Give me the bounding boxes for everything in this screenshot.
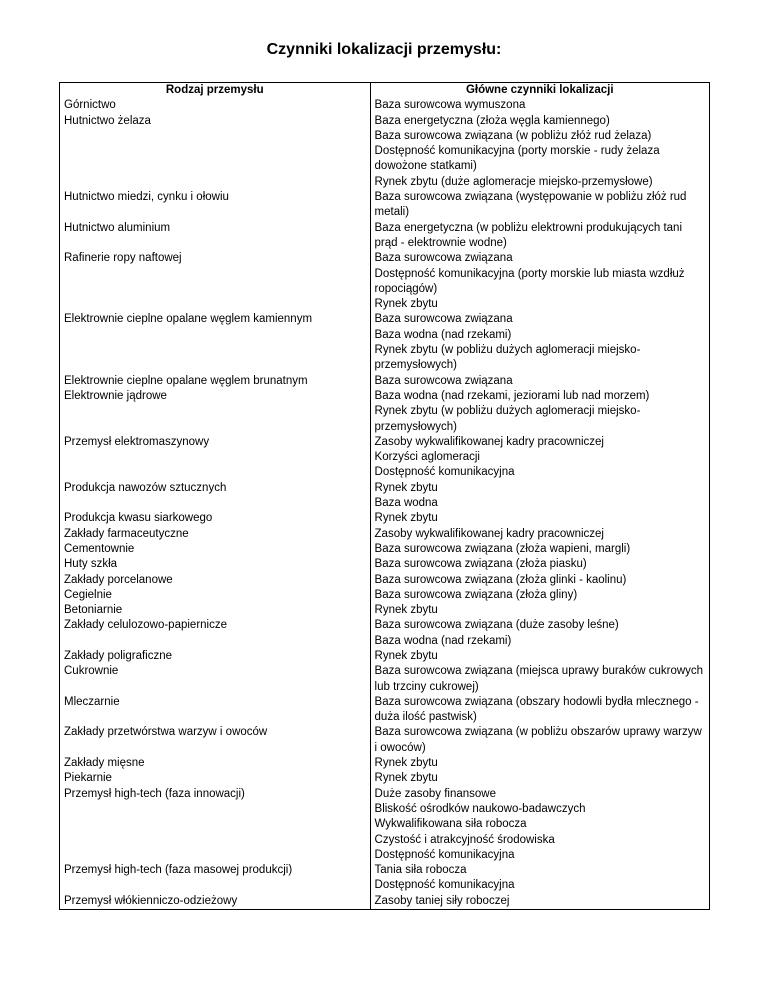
factor-item: Baza surowcowa związana (w pobliżu złóż rud żelaza)	[374, 129, 652, 142]
factors-cell	[370, 221, 709, 252]
factor-item: Rynek zbytu	[374, 649, 438, 662]
factor-item: Zasoby wykwalifikowanej kadry pracowniczej	[374, 527, 604, 540]
factors-cell	[370, 527, 709, 542]
industry-cell: Hutnictwo miedzi, cynku i ołowiu	[60, 190, 371, 221]
factors-cell	[370, 389, 709, 435]
factors-cell	[370, 114, 709, 190]
factors-cell	[370, 863, 709, 894]
factor-item: Baza wodna (nad rzekami)	[374, 634, 512, 647]
factor-item: Zasoby taniej siły roboczej	[374, 894, 510, 907]
table-body	[60, 98, 710, 909]
table-row	[60, 114, 710, 190]
industry-cell: Przemysł high-tech (faza masowej produkcji)	[60, 863, 371, 894]
industry-cell: Hutnictwo aluminium	[60, 221, 371, 252]
industry-cell: Zakłady przetwórstwa warzyw i owoców	[60, 725, 371, 756]
industry-cell: Cementownie	[60, 542, 371, 557]
industry-cell: Przemysł włókienniczo-odzieżowy	[60, 894, 371, 910]
factor-item: Baza energetyczna (w pobliżu elektrowni produkujących tani prąd - elektrownie wodne)	[374, 221, 683, 249]
factors-cell	[370, 664, 709, 695]
factor-item: Baza surowcowa związana (obszary hodowli bydła mlecznego - duża ilość pastwisk)	[374, 695, 699, 724]
factors-cell	[370, 894, 709, 910]
factors-cell	[370, 98, 709, 113]
table-row	[60, 573, 710, 588]
factor-item: Baza wodna (nad rzekami)	[374, 328, 512, 341]
factor-item: Rynek zbytu	[374, 604, 438, 617]
industry-cell: Huty szkła	[60, 557, 371, 572]
industry-cell: Górnictwo	[60, 98, 371, 113]
industry-cell: Przemysł high-tech (faza innowacji)	[60, 787, 371, 863]
table-row	[60, 649, 710, 664]
industry-cell: Betoniarnie	[60, 603, 371, 618]
factor-item: Baza surowcowa związana	[374, 313, 513, 326]
table-row	[60, 725, 710, 756]
table-row	[60, 435, 710, 481]
table-row	[60, 603, 710, 618]
industry-cell: Cukrownie	[60, 664, 371, 695]
industry-cell: Rafinerie ropy naftowej	[60, 251, 371, 312]
factors-cell	[370, 435, 709, 481]
factor-item: Baza surowcowa związana (złoża wapieni, margli)	[374, 542, 631, 555]
factors-cell	[370, 312, 709, 373]
factor-item: Rynek zbytu	[374, 512, 438, 525]
table-row	[60, 756, 710, 771]
factors-cell	[370, 787, 709, 863]
factor-item: Baza surowcowa związana (złoża piasku)	[374, 558, 587, 571]
factor-item: Baza energetyczna (złoża węgla kamiennego)	[374, 114, 610, 127]
factors-cell	[370, 573, 709, 588]
location-factors-table	[59, 82, 710, 910]
industry-cell: Elektrownie cieplne opalane węglem brunatnym	[60, 374, 371, 389]
factor-item: Rynek zbytu	[374, 481, 438, 494]
factor-item: Czystość i atrakcyjność środowiska	[374, 833, 555, 846]
table-row	[60, 863, 710, 894]
factor-item: Dostępność komunikacyjna	[374, 879, 515, 892]
table-row	[60, 312, 710, 373]
table-row	[60, 190, 710, 221]
factors-cell	[370, 251, 709, 312]
factors-cell	[370, 557, 709, 572]
factor-item: Baza surowcowa związana	[374, 252, 513, 265]
table-row	[60, 251, 710, 312]
table-header-row	[60, 83, 710, 99]
table-row	[60, 374, 710, 389]
factors-cell	[370, 771, 709, 786]
factor-item: Rynek zbytu	[374, 757, 438, 770]
factor-item: Zasoby wykwalifikowanej kadry pracowniczej	[374, 435, 604, 448]
factor-item: Dostępność komunikacyjna (porty morskie - rudy żelaza dowożone statkami)	[374, 145, 660, 173]
header-factors: Główne czynniki lokalizacji	[370, 83, 709, 99]
factor-item: Baza surowcowa wymuszona	[374, 99, 526, 112]
factor-item: Rynek zbytu	[374, 772, 438, 785]
factors-cell	[370, 588, 709, 603]
industry-cell: Cegielnie	[60, 588, 371, 603]
header-industry: Rodzaj przemysłu	[60, 83, 371, 99]
factor-item: Bliskość ośrodków naukowo-badawczych	[374, 802, 586, 815]
factors-cell	[370, 542, 709, 557]
factor-item: Tania siła robocza	[374, 864, 467, 877]
factors-cell	[370, 756, 709, 771]
industry-cell: Zakłady mięsne	[60, 756, 371, 771]
table-row	[60, 527, 710, 542]
factor-item: Rynek zbytu (w pobliżu dużych aglomeracji miejsko-przemysłowych)	[374, 405, 641, 433]
industry-cell: Elektrownie cieplne opalane węglem kamiennym	[60, 312, 371, 373]
factor-item: Baza wodna (nad rzekami, jeziorami lub nad morzem)	[374, 389, 650, 402]
industry-cell: Mleczarnie	[60, 695, 371, 726]
factor-item: Baza surowcowa związana (w pobliżu obszarów uprawy warzyw i owoców)	[374, 726, 702, 754]
table-row	[60, 389, 710, 435]
table-row	[60, 588, 710, 603]
factor-item: Rynek zbytu	[374, 298, 438, 311]
factor-item: Baza surowcowa związana (duże zasoby leśne)	[374, 619, 619, 632]
factors-cell	[370, 603, 709, 618]
factors-cell	[370, 511, 709, 526]
industry-cell: Zakłady porcelanowe	[60, 573, 371, 588]
factor-item: Dostępność komunikacyjna	[374, 466, 515, 479]
table-row	[60, 481, 710, 512]
factors-cell	[370, 695, 709, 726]
factor-item: Rynek zbytu (w pobliżu dużych aglomeracji miejsko-przemysłowych)	[374, 344, 641, 372]
industry-cell: Hutnictwo żelaza	[60, 114, 371, 190]
factor-item: Dostępność komunikacyjna	[374, 848, 515, 861]
factors-cell	[370, 649, 709, 664]
table-row	[60, 511, 710, 526]
factor-item: Baza surowcowa związana (miejsca uprawy buraków cukrowych lub trzciny cukrowej)	[374, 665, 704, 693]
table-row	[60, 664, 710, 695]
table-row	[60, 542, 710, 557]
factors-cell	[370, 618, 709, 649]
factor-item: Baza surowcowa związana	[374, 374, 513, 387]
factor-item: Baza surowcowa związana (złoża glinki - kaolinu)	[374, 573, 627, 586]
industry-cell: Produkcja kwasu siarkowego	[60, 511, 371, 526]
factor-item: Baza surowcowa związana (złoża gliny)	[374, 588, 578, 601]
factor-item: Baza surowcowa związana (występowanie w pobliżu złóż rud metali)	[374, 191, 687, 219]
industry-cell: Elektrownie jądrowe	[60, 389, 371, 435]
factors-cell	[370, 481, 709, 512]
factor-item: Wykwalifikowana siła robocza	[374, 818, 527, 831]
factor-item: Korzyści aglomeracji	[374, 451, 480, 464]
industry-cell: Produkcja nawozów sztucznych	[60, 481, 371, 512]
industry-cell: Zakłady poligraficzne	[60, 649, 371, 664]
industry-cell: Przemysł elektromaszynowy	[60, 435, 371, 481]
table-row	[60, 787, 710, 863]
page-title: Czynniki lokalizacji przemysłu:	[266, 41, 502, 58]
factor-item: Duże zasoby finansowe	[374, 787, 496, 800]
industry-cell: Piekarnie	[60, 771, 371, 786]
table-row	[60, 221, 710, 252]
factors-cell	[370, 374, 709, 389]
table-row	[60, 771, 710, 786]
factors-cell	[370, 725, 709, 756]
factors-cell	[370, 190, 709, 221]
table-row	[60, 894, 710, 910]
industry-cell: Zakłady farmaceutyczne	[60, 527, 371, 542]
factor-item: Rynek zbytu (duże aglomeracje miejsko-przemysłowe)	[374, 175, 653, 188]
factor-item: Dostępność komunikacyjna (porty morskie lub miasta wzdłuż ropociągów)	[374, 267, 685, 295]
industry-cell: Zakłady celulozowo-papiernicze	[60, 618, 371, 649]
table-row	[60, 618, 710, 649]
table-row	[60, 695, 710, 726]
table-row	[60, 557, 710, 572]
table-row	[60, 98, 710, 113]
factor-item: Baza wodna	[374, 497, 438, 510]
